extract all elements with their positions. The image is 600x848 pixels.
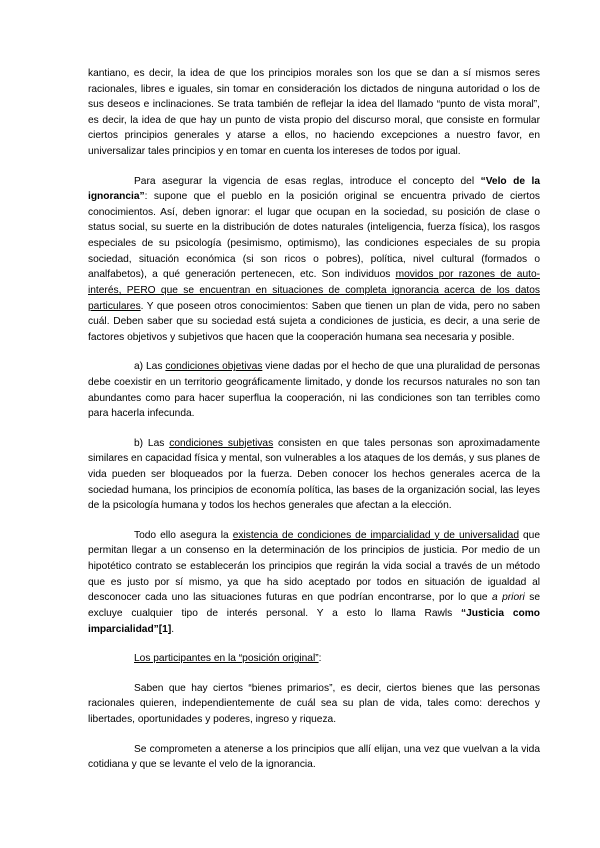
paragraph-text: kantiano, es decir, la idea de que los principios morales son los que se dan a sí mismos seres racionales, libres e iguales, sin tomar en consideración los dictados de ninguna autoridad o los de sus deseos e inclinaciones. Se trata también de reflejar la idea del llamado “punto de vista moral”, es decir, la idea de que hay un punto de vista propio del discurso moral, que consiste en formular ciertos principios generales y atarse a ellos, no haciendo excepciones a nuestro favor, en universalizar tales principios y en tomar en cuenta los intereses de todos por igual. bbox=[88, 68, 540, 158]
section-heading-colon: : bbox=[318, 653, 322, 665]
paragraph-kantiano bbox=[88, 66, 540, 160]
paragraph-velo-ignorancia bbox=[88, 174, 540, 346]
paragraph-text: Saben que hay ciertos “bienes primarios”, es decir, ciertos bienes que las personas racionales quieren, independientemente de cuál sea su plan de vida, tales como: derechos y libertades, oportunidades y poderes, ingreso y riqueza. bbox=[88, 682, 540, 725]
section-heading bbox=[88, 651, 540, 667]
paragraph-text: consisten en que tales personas son aproximadamente similares en capacidad física y mental, son vulnerables a los ataques de los demás, y sus planes de vida pueden ser bloqueados por la fuerza. Deben conocer los hechos generales acerca de la sociedad humana, los principios de economía política, las bases de la organización social, las leyes de la psicología humana y todos los hechos generales que afectan a la elección. bbox=[88, 437, 540, 512]
section-heading-text: Los participantes en la “posición original” bbox=[134, 653, 319, 665]
paragraph-bienes-primarios bbox=[88, 681, 540, 728]
paragraph-text: se excluye cualquier tipo de interés personal. Y a esto lo llama Rawls bbox=[88, 592, 540, 619]
paragraph-text: b) Las bbox=[134, 437, 170, 449]
paragraph-compromiso bbox=[88, 742, 540, 773]
paragraph-text: Todo ello asegura la bbox=[134, 529, 233, 541]
paragraph-text: Para asegurar la vigencia de esas reglas, introduce el concepto del bbox=[134, 175, 481, 187]
paragraph-text: Se comprometen a atenerse a los principios que allí elijan, una vez que vuelvan a la vida cotidiana y que se levante el velo de la ignorancia. bbox=[88, 743, 540, 771]
paragraph-text: : supone que el pueblo en la posición original se encuentra privado de ciertos conocimientos. Así, deben ignorar: el lugar que ocupan en la sociedad, su posición de clase o status social, su suerte en la distribución de dotes naturales (inteligencia, fuerza física), los rasgos especiales de su psicología (pesimismo, optimismo), las condiciones especiales de su propia sociedad, situación económica (si son ricos o pobres), política, nivel cultural (formados o analfabetos), a qué generación pertenecen, etc. Son individuos bbox=[88, 191, 540, 281]
underlined-phrase: movidos por razones de auto-interés, PERO que se encuentran en situaciones de completa ignorancia acerca de los datos particulares bbox=[88, 269, 540, 312]
paragraph-imparcialidad bbox=[88, 528, 540, 637]
paragraph-text: a) Las bbox=[134, 361, 166, 373]
bold-term-justicia: “Justicia como imparcialidad”[1] bbox=[88, 607, 540, 635]
paragraph-condiciones-objetivas bbox=[88, 359, 540, 421]
underlined-term-subjetivas: condiciones subjetivas bbox=[169, 437, 274, 449]
underlined-term-objetivas: condiciones objetivas bbox=[165, 361, 263, 373]
paragraph-text: viene dadas por el hecho de que una pluralidad de personas debe coexistir en un territorio geográficamente limitado, y donde los recursos naturales no son tan abundantes como para hacer superflua la cooperación, ni las condiciones son tan terribles como para hacerla infecunda. bbox=[88, 361, 540, 420]
bold-term-velo-ignorancia: “Velo de la ignorancia” bbox=[88, 175, 540, 203]
underlined-phrase: existencia de condiciones de imparcialidad y de universalidad bbox=[232, 529, 519, 541]
paragraph-text: . Y que poseen otros conocimientos: Saben que tienen un plan de vida, pero no saben cuál. Deben saber que su sociedad está sujeta a condiciones de justicia, es decir, a una serie de factores objetivos y subjetivos que hacen que la cooperación humana sea necesaria y posible. bbox=[88, 300, 540, 343]
paragraph-text: que permitan llegar a un consenso en la determinación de los principios de justicia. Por medio de un hipotético contrato se establecerán los principios que regirán la vida social a través de un método que es justo por sí mismo, ya que ha sido aceptado por todos en situación de igualdad al desconocer cada uno las situaciones futuras en que podrían encontrarse, por lo que bbox=[88, 529, 541, 604]
paragraph-text: . bbox=[171, 623, 175, 635]
italic-term: a priori bbox=[492, 592, 525, 604]
paragraph-condiciones-subjetivas bbox=[88, 436, 540, 514]
